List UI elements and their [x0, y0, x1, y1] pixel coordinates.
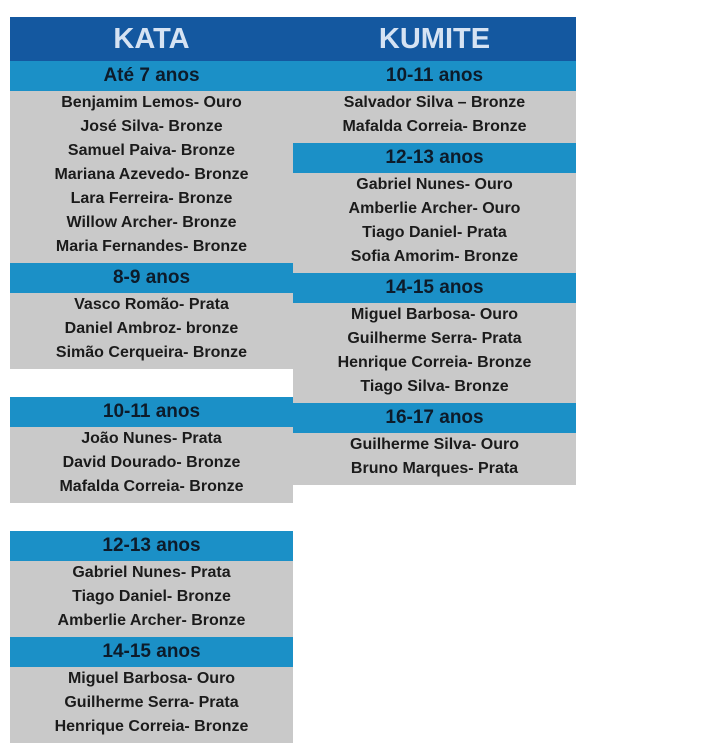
- result-entry: Miguel Barbosa- Ouro: [67, 670, 236, 687]
- result-entry: Bruno Marques- Prata: [350, 460, 519, 477]
- result-entry: Amberlie Archer- Bronze: [57, 612, 246, 629]
- kumite-title: KUMITE: [378, 23, 491, 55]
- result-entry: Vasco Romão- Prata: [74, 296, 229, 313]
- results-block: [293, 173, 576, 273]
- result-entry: David Dourado- Bronze: [62, 454, 241, 471]
- result-entry: Henrique Correia- Bronze: [337, 354, 532, 371]
- category-header: 12-13 anos: [10, 531, 293, 561]
- result-entry: Samuel Paiva- Bronze: [67, 142, 236, 159]
- result-entry: Mafalda Correia- Bronze: [59, 478, 244, 495]
- result-entry: Gabriel Nunes- Prata: [72, 564, 231, 581]
- result-entry: Mariana Azevedo- Bronze: [54, 166, 249, 183]
- kata-title: KATA: [113, 23, 190, 55]
- category-header: 16-17 anos: [293, 403, 576, 433]
- result-entry: Henrique Correia- Bronze: [54, 718, 249, 735]
- result-entry: Tiago Daniel- Bronze: [72, 588, 231, 605]
- results-block: [293, 303, 576, 403]
- result-entry: Amberlie Archer- Ouro: [348, 200, 521, 217]
- result-entry: José Silva- Bronze: [80, 118, 223, 135]
- category-header: 10-11 anos: [10, 397, 293, 427]
- result-entry: Mafalda Correia- Bronze: [342, 118, 527, 135]
- result-entry: Tiago Silva- Bronze: [360, 378, 509, 395]
- category-header: 10-11 anos: [293, 61, 576, 91]
- result-entry: Guilherme Silva- Ouro: [350, 436, 519, 453]
- results-block: [10, 427, 293, 503]
- result-entry: Simão Cerqueira- Bronze: [55, 344, 248, 361]
- results-block: [293, 433, 576, 485]
- results-block: [10, 91, 293, 263]
- result-entry: Miguel Barbosa- Ouro: [350, 306, 519, 323]
- category-header: 8-9 anos: [10, 263, 293, 293]
- result-entry: Guilherme Serra- Prata: [64, 694, 239, 711]
- result-entry: Benjamim Lemos- Ouro: [61, 94, 242, 111]
- result-entry: Guilherme Serra- Prata: [347, 330, 522, 347]
- results-block: [10, 561, 293, 637]
- result-entry: Maria Fernandes- Bronze: [55, 238, 248, 255]
- results-block: [293, 91, 576, 143]
- result-entry: Gabriel Nunes- Ouro: [356, 176, 513, 193]
- result-entry: João Nunes- Prata: [81, 430, 222, 447]
- category-header: 14-15 anos: [10, 637, 293, 667]
- category-header: 12-13 anos: [293, 143, 576, 173]
- result-entry: Salvador Silva – Bronze: [343, 94, 526, 111]
- result-entry: Sofia Amorim- Bronze: [350, 248, 519, 265]
- results-block: [10, 293, 293, 369]
- result-entry: Tiago Daniel- Prata: [362, 224, 507, 241]
- category-header: Até 7 anos: [10, 61, 293, 91]
- results-block: [10, 667, 293, 743]
- result-entry: Lara Ferreira- Bronze: [70, 190, 233, 207]
- result-entry: Willow Archer- Bronze: [66, 214, 237, 231]
- result-entry: Daniel Ambroz- bronze: [64, 320, 239, 337]
- category-header: 14-15 anos: [293, 273, 576, 303]
